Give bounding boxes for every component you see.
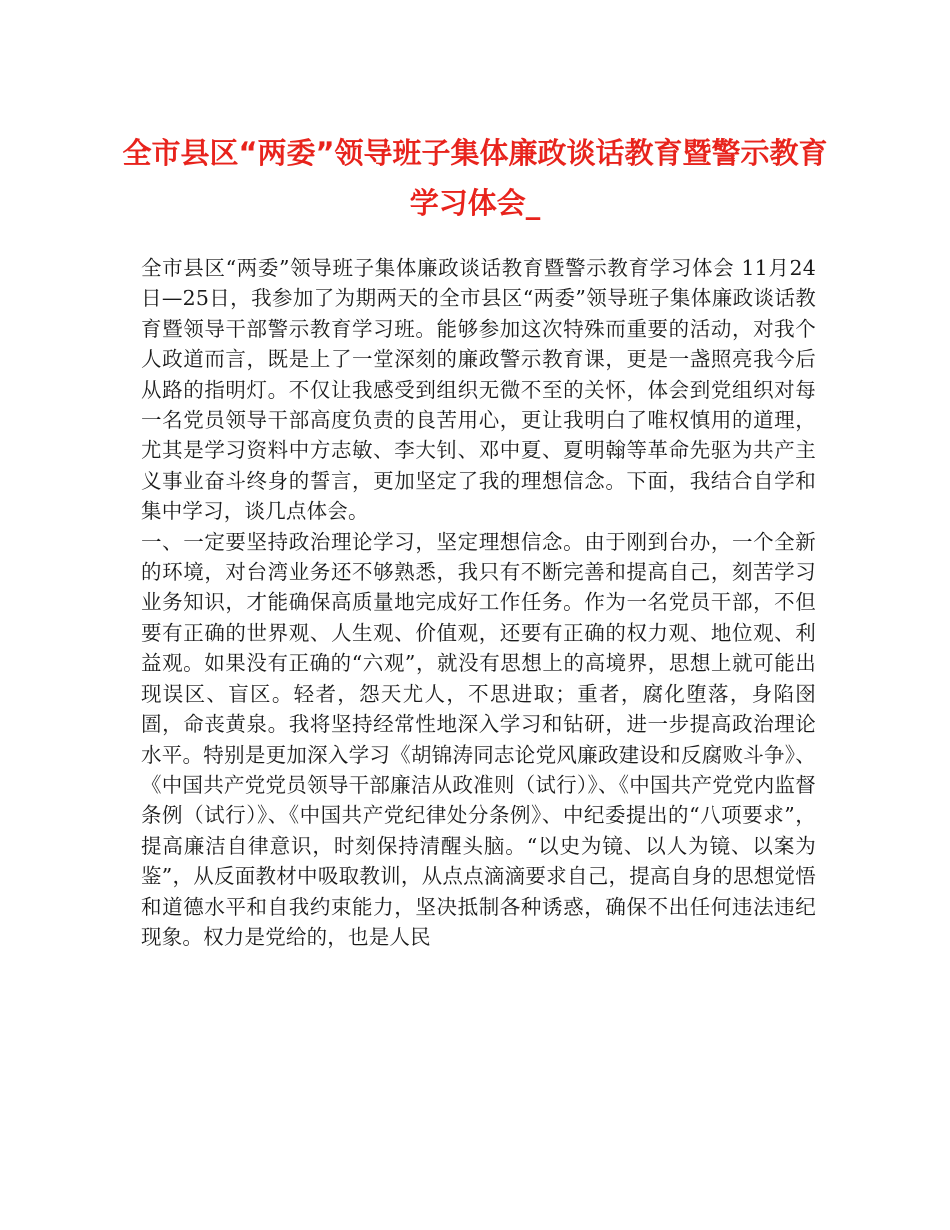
document-body xyxy=(141,253,816,952)
paragraph-section-one: 一、一定要坚持政治理论学习，坚定理想信念。由于刚到台办，一个全新的环境，对台湾业务还不够熟悉，我只有不断完善和提高自己，刻苦学习业务知识，才能确保高质量地完成好工作任务。作为一名党员干部，不但要有正确的世界观、人生观、价值观，还要有正确的权力观、地位观、利益观。如果没有正确的“六观”，就没有思想上的高境界，思想上就可能出现误区、盲区。轻者，怨天尤人，不思进取；重者，腐化堕落，身陷囹圄，命丧黄泉。我将坚持经常性地深入学习和钻研，进一步提高政治理论水平。特别是更加深入学习《胡锦涛同志论党风廉政建设和反腐败斗争》、《中国共产党党员领导干部廉洁从政准则（试行）》、《中国共产党党内监督条例（试行）》、《中国共产党纪律处分条例》、中纪委提出的“八项要求”，提高廉洁自律意识，时刻保持清醒头脑。“以史为镜、以人为镜、以案为鉴”，从反面教材中吸取教训，从点点滴滴要求自己，提高自身的思想觉悟和道德水平和自我约束能力，坚决抵制各种诱惑，确保不出任何违法违纪现象。权力是党给的，也是人民 xyxy=(141,529,816,949)
document-title: 全市县区“两委”领导班子集体廉政谈话教育暨警示教育学习体会_ xyxy=(122,136,828,220)
paragraph-intro: 全市县区“两委”领导班子集体廉政谈话教育暨警示教育学习体会 11月24日—25日，我参加了为期两天的全市县区“两委”领导班子集体廉政谈话教育暨领导干部警示教育学习班。能够参加这次特殊而重要的活动，对我个人政道而言，既是上了一堂深刻的廉政警示教育课，更是一盏照亮我今后从路的指明灯。不仅让我感受到组织无微不至的关怀，体会到党组织对每一名党员领导干部高度负责的良苦用心，更让我明白了唯权慎用的道理，尤其是学习资料中方志敏、李大钊、邓中夏、夏明翰等革命先驱为共产主义事业奋斗终身的誓言，更加坚定了我的理想信念。下面，我结合自学和集中学习，谈几点体会。 xyxy=(141,256,816,524)
